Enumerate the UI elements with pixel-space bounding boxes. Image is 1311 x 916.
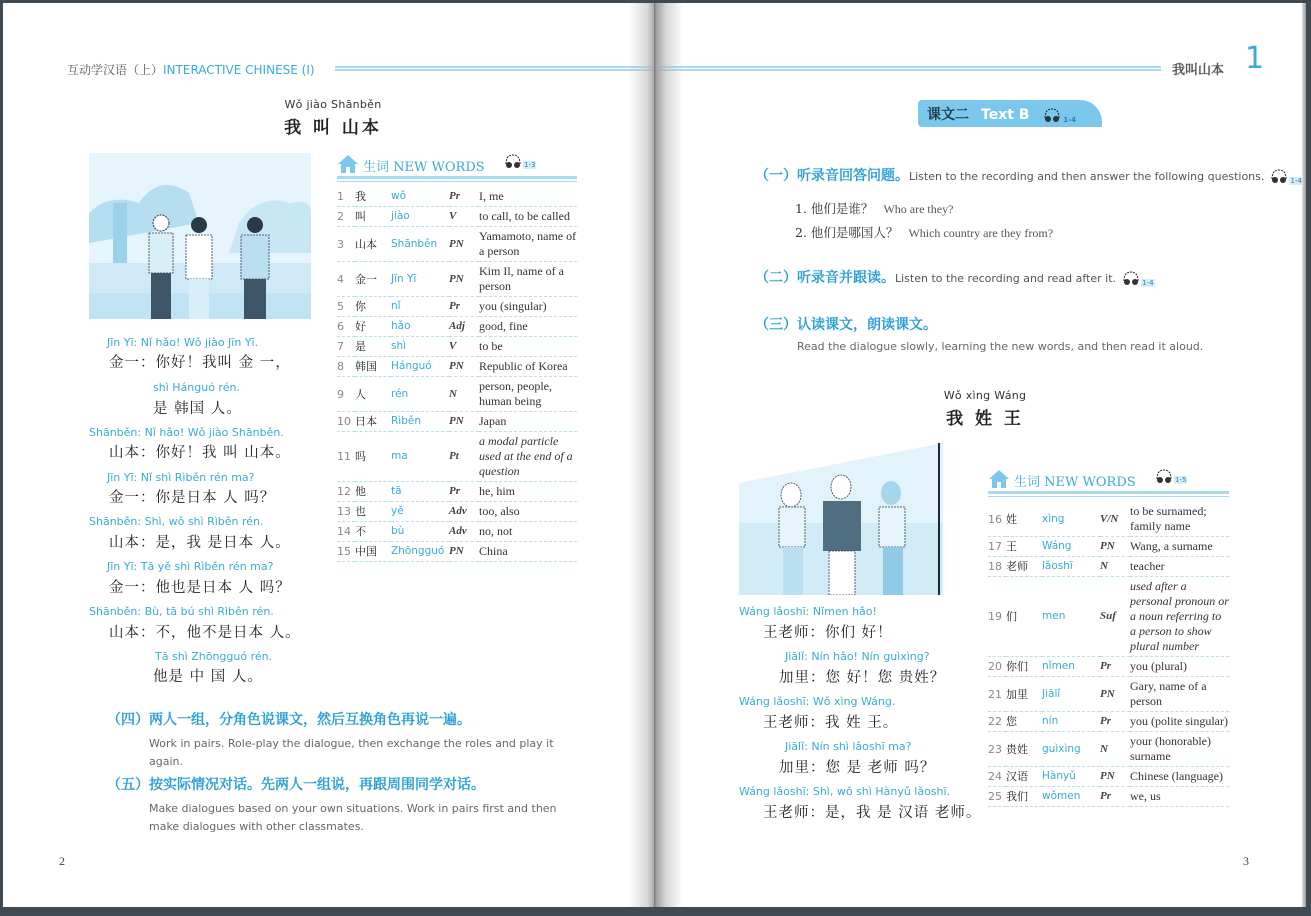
vocab-def: Gary, name of a person (1130, 677, 1229, 712)
vocab-num: 19 (988, 577, 1006, 657)
vocab-pos: N (1100, 732, 1130, 767)
vocab-row (988, 787, 1229, 807)
vocab-pos: PN (449, 262, 479, 297)
vocab-def: good, fine (479, 317, 577, 337)
vocab-def: I, me (479, 187, 577, 207)
illustration-hallway (739, 443, 943, 595)
exercise-instruction: Work in pairs. Role-play the dialogue, then exchange the roles and play it again. (149, 737, 554, 768)
dialogue-hanzi: 王老师：你们 好！ (763, 625, 893, 641)
vocab-num: 9 (337, 377, 355, 412)
vocab-num: 12 (337, 482, 355, 502)
vocab-row (988, 767, 1229, 787)
page-edge (1302, 3, 1306, 907)
vocab-num: 2 (337, 207, 355, 227)
track-number: 1-4 (1290, 177, 1302, 185)
vocab-pos: V/N (1100, 502, 1130, 537)
vocab-pos: PN (449, 542, 479, 562)
vocab-table-1 (337, 187, 577, 562)
vocab-row (337, 482, 577, 502)
exercise-4 (107, 709, 587, 771)
right-page (655, 3, 1306, 907)
vocab-num: 17 (988, 537, 1006, 557)
vocab-hz: 王 (1006, 537, 1042, 557)
text-b-banner (918, 100, 1102, 127)
vocab-row (337, 542, 577, 562)
vocab-row (337, 187, 577, 207)
vocab-py: hǎo (391, 317, 449, 337)
vocab-pos: Adv (449, 502, 479, 522)
headphones-icon (1121, 270, 1141, 286)
dialogue-pinyin: Jīn Yī: Tā yě shì Rìběn rén ma? (107, 560, 274, 573)
exercise-heading: （五）按实际情况对话。先两人一组说，再跟周围同学对话。 (107, 777, 485, 793)
vocab-num: 13 (337, 502, 355, 522)
vocab-def: China (479, 542, 577, 562)
vocab-py: wǒmen (1042, 787, 1100, 807)
vocab-row (988, 657, 1229, 677)
dialogue-pinyin: Jīn Yī: Nǐ hǎo! Wǒ jiào Jīn Yī. (107, 336, 259, 349)
vocab-hz: 老师 (1006, 557, 1042, 577)
audio-track-1-4[interactable] (1121, 267, 1154, 286)
vocab-row (988, 557, 1229, 577)
vocab-num: 22 (988, 712, 1006, 732)
vocab-py: Wáng (1042, 537, 1100, 557)
vocab-num: 4 (337, 262, 355, 297)
vocab-py: shì (391, 337, 449, 357)
vocab-py: yě (391, 502, 449, 522)
dialogue-hanzi: 他是 中 国 人。 (153, 669, 263, 685)
exercise-2 (755, 267, 1155, 287)
chapter-number: 1 (1245, 41, 1265, 76)
vocab-header (988, 468, 1229, 494)
vocab-py: nǐ (391, 297, 449, 317)
dialogue-hanzi: 是 韩国 人。 (153, 401, 242, 417)
vocab-row (988, 537, 1229, 557)
vocab-hz: 我们 (1006, 787, 1042, 807)
vocab-header (337, 153, 577, 179)
vocab-row (337, 412, 577, 432)
track-number: 1-4 (1063, 116, 1076, 124)
page-number-left: 2 (59, 854, 65, 868)
vocab-num: 24 (988, 767, 1006, 787)
vocab-py: guìxìng (1042, 732, 1100, 767)
vocab-pos: N (1100, 557, 1130, 577)
exercise-instruction: Make dialogues based on your own situations. Work in pairs first and then make dialogues with other classmates. (149, 802, 557, 833)
vocab-pos: Adv (449, 522, 479, 542)
exercise-heading: （二）听录音并跟读。 (755, 270, 895, 286)
vocab-py: Zhōngguó (391, 542, 449, 562)
vocab-hz: 汉语 (1006, 767, 1042, 787)
dialogue-pinyin: Jiālǐ: Nín shì lǎoshī ma? (785, 740, 912, 753)
track-number: 1-4 (1142, 279, 1154, 287)
dialogue-pinyin: Shānběn: Shì, wǒ shì Rìběn rén. (89, 515, 264, 528)
vocab-num: 5 (337, 297, 355, 317)
house-icon (988, 468, 1010, 490)
question-1: 1. 他们是谁？ Who are they? (795, 201, 954, 216)
vocab-hz: 人 (355, 377, 391, 412)
vocab-py: Jiālǐ (1042, 677, 1100, 712)
dialogue-pinyin: Shānběn: Bù, tā bú shì Rìběn rén. (89, 605, 274, 618)
vocab-py: Shānběn (391, 227, 449, 262)
vocab-num: 16 (988, 502, 1006, 537)
vocab-pos: PN (1100, 767, 1130, 787)
vocab-def: no, not (479, 522, 577, 542)
exercise-heading: （三）认读课文，朗读课文。 (755, 317, 937, 333)
vocab-num: 8 (337, 357, 355, 377)
vocab-pos: Pr (449, 297, 479, 317)
vocab-def: you (plural) (1130, 657, 1229, 677)
lesson-title (895, 389, 1075, 429)
vocab-def: too, also (479, 502, 577, 522)
book-spine (654, 3, 655, 907)
lesson-title-pinyin: Wǒ xìng Wáng (943, 389, 1027, 402)
exercise-instruction: Listen to the recording and read after it. (895, 272, 1117, 285)
vocab-pos: Suf (1100, 577, 1130, 657)
running-header-en: INTERACTIVE CHINESE (Ⅰ) (163, 63, 315, 77)
three-men-illustration (89, 153, 311, 319)
illustration-park (89, 153, 311, 319)
book-gutter-shadow (628, 3, 683, 907)
vocab-row (337, 317, 577, 337)
dialogue-pinyin: Tā shì Zhōngguó rén. (155, 650, 273, 663)
vocab-hz: 吗 (355, 432, 391, 482)
vocab-pos: Adj (449, 317, 479, 337)
vocab-hz: 好 (355, 317, 391, 337)
dialogue-pinyin: Shānběn: Nǐ hǎo! Wǒ jiào Shānběn. (89, 426, 284, 439)
dialogue-hanzi: 加里：您 好！您 贵姓？ (779, 670, 946, 686)
running-header (67, 61, 315, 78)
vocab-num: 11 (337, 432, 355, 482)
dialogue-hanzi: 山本：是，我 是日本 人。 (109, 535, 291, 551)
vocab-pos: N (449, 377, 479, 412)
vocab-py: Hánguó (391, 357, 449, 377)
header-rule (335, 66, 655, 71)
vocab-hz: 山本 (355, 227, 391, 262)
vocab-hz: 你们 (1006, 657, 1042, 677)
vocab-hz: 姓 (1006, 502, 1042, 537)
exercise-3 (755, 314, 1235, 356)
vocab-def: Wang, a surname (1130, 537, 1229, 557)
vocab-def: we, us (1130, 787, 1229, 807)
vocab-py: rén (391, 377, 449, 412)
vocab-row (337, 227, 577, 262)
book-spread (3, 3, 1306, 907)
vocab-def: Republic of Korea (479, 357, 577, 377)
vocab-pos: PN (1100, 537, 1130, 557)
headphones-icon (1042, 107, 1062, 123)
vocab-hz: 是 (355, 337, 391, 357)
vocab-row (337, 432, 577, 482)
vocab-pos: PN (449, 227, 479, 262)
vocab-pos: Pr (449, 482, 479, 502)
dialogue-pinyin: Wáng lǎoshī: Shì, wǒ shì Hànyǔ lǎoshī. (739, 785, 951, 798)
exercise-instruction: Listen to the recording and then answer the following questions. (909, 170, 1265, 183)
vocab-row (337, 522, 577, 542)
vocab-pos: Pr (1100, 712, 1130, 732)
vocab-def: you (polite singular) (1130, 712, 1229, 732)
vocab-num: 6 (337, 317, 355, 337)
exercise-instruction: Read the dialogue slowly, learning the new words, and then read it aloud. (797, 340, 1204, 353)
vocab-row (988, 677, 1229, 712)
vocab-pos: V (449, 207, 479, 227)
banner-en: Text B (981, 107, 1030, 123)
vocab-hz: 中国 (355, 542, 391, 562)
vocab-py: Jīn Yī (391, 262, 449, 297)
running-header-zh: 互动学汉语（上） (67, 63, 164, 77)
vocab-hz: 日本 (355, 412, 391, 432)
dialogue-pinyin: shì Hánguó rén. (153, 381, 240, 394)
vocab-pos: Pr (449, 187, 479, 207)
vocab-hz: 叫 (355, 207, 391, 227)
dialogue-pinyin: Wáng lǎoshī: Wǒ xìng Wáng. (739, 695, 896, 708)
vocab-pos: Pr (1100, 787, 1130, 807)
vocab-def: you (singular) (479, 297, 577, 317)
audio-track-1-4[interactable] (1042, 107, 1077, 123)
vocab-hz: 也 (355, 502, 391, 522)
vocab-row (988, 732, 1229, 767)
dialogue-pinyin: Wáng lǎoshī: Nǐmen hǎo! (739, 605, 877, 618)
exercise-1 (755, 165, 1303, 185)
vocab-def: Yamamoto, name of a person (479, 227, 577, 262)
headphones-icon (1154, 468, 1174, 484)
vocab-def: to call, to be called (479, 207, 577, 227)
vocab-pos: PN (449, 412, 479, 432)
vocab-def: a modal particle used at the end of a question (479, 432, 577, 482)
vocab-pos: Pr (1100, 657, 1130, 677)
vocab-py: Hànyǔ (1042, 767, 1100, 787)
vocab-py: lǎoshī (1042, 557, 1100, 577)
vocab-num: 1 (337, 187, 355, 207)
vocab-py: ma (391, 432, 449, 482)
dialogue-pinyin: Jiālǐ: Nín hǎo! Nín guìxìng? (785, 650, 930, 663)
vocab-hz: 他 (355, 482, 391, 502)
question-2: 2. 他们是哪国人？ Which country are they from? (795, 225, 1054, 240)
vocab-num: 25 (988, 787, 1006, 807)
left-page (3, 3, 653, 907)
vocab-num: 14 (337, 522, 355, 542)
audio-track-1-4[interactable] (1269, 165, 1302, 184)
lesson-title-hanzi: 我 叫 山本 (284, 118, 382, 138)
vocab-def: to be (479, 337, 577, 357)
vocab-num: 10 (337, 412, 355, 432)
vocab-header-label: 生词 NEW WORDS (1014, 475, 1136, 490)
vocab-num: 15 (337, 542, 355, 562)
vocab-def: Kim Il, name of a person (479, 262, 577, 297)
house-icon (337, 153, 359, 175)
vocab-hz: 你 (355, 297, 391, 317)
dialogue-pinyin: Jīn Yī: Nǐ shì Rìběn rén ma? (107, 471, 255, 484)
vocab-row (337, 207, 577, 227)
dialogue-hanzi: 山本：你好！我 叫 山本。 (109, 445, 291, 461)
lesson-title-pinyin: Wǒ jiào Shānběn (284, 98, 382, 111)
vocab-def: teacher (1130, 557, 1229, 577)
vocab-table-2 (988, 502, 1229, 807)
vocab-row (988, 577, 1229, 657)
vocab-pos: V (449, 337, 479, 357)
track-number: 1-3 (524, 161, 536, 169)
vocab-def: person, people, human being (479, 377, 577, 412)
vocab-row (337, 357, 577, 377)
exercise-heading: （一）听录音回答问题。 (755, 168, 909, 184)
banner-zh: 课文二 (927, 107, 969, 123)
dialogue-hanzi: 金一：你是日本 人 吗？ (109, 490, 276, 506)
audio-track-1-3[interactable] (503, 150, 536, 169)
vocab-hz: 我 (355, 187, 391, 207)
vocab-num: 3 (337, 227, 355, 262)
vocab-def: Chinese (language) (1130, 767, 1229, 787)
vocab-def: your (honorable) surname (1130, 732, 1229, 767)
dialogue-hanzi: 王老师：我 姓 王。 (763, 715, 899, 731)
vocab-py: men (1042, 577, 1100, 657)
vocab-row (337, 337, 577, 357)
vocab-num: 21 (988, 677, 1006, 712)
dialogue-hanzi: 王老师：是，我 是 汉语 老师。 (763, 805, 982, 821)
page-number-right: 3 (1243, 854, 1249, 868)
vocab-py: wǒ (391, 187, 449, 207)
exercise-5 (107, 774, 587, 836)
vocab-hz: 不 (355, 522, 391, 542)
lesson-title (243, 98, 423, 138)
vocab-def: used after a personal pronoun or a noun referring to a person to show plural number (1130, 577, 1229, 657)
vocab-row (337, 297, 577, 317)
vocab-row (337, 377, 577, 412)
dialogue-hanzi: 金一：你好！我叫 金 一， (109, 355, 291, 371)
chapter-title: 我叫山本 (1172, 63, 1225, 78)
vocab-py: nǐmen (1042, 657, 1100, 677)
vocab-py: jiào (391, 207, 449, 227)
vocab-header-label: 生词 NEW WORDS (363, 160, 485, 175)
track-number: 1-5 (1175, 476, 1187, 484)
vocab-num: 7 (337, 337, 355, 357)
vocab-hz: 金一 (355, 262, 391, 297)
teacher-students-illustration (739, 443, 943, 595)
vocab-py: nín (1042, 712, 1100, 732)
audio-track-1-5[interactable] (1154, 465, 1187, 484)
vocab-def: to be surnamed; family name (1130, 502, 1229, 537)
vocab-row (988, 712, 1229, 732)
lesson-title-hanzi: 我 姓 王 (946, 409, 1024, 429)
vocab-row (988, 502, 1229, 537)
vocab-py: Rìběn (391, 412, 449, 432)
vocab-py: xìng (1042, 502, 1100, 537)
vocab-pos: PN (449, 357, 479, 377)
vocab-def: Japan (479, 412, 577, 432)
vocab-pos: PN (1100, 677, 1130, 712)
vocab-list-2 (988, 468, 1229, 807)
vocab-py: tā (391, 482, 449, 502)
vocab-hz: 韩国 (355, 357, 391, 377)
vocab-py: bù (391, 522, 449, 542)
vocab-hz: 您 (1006, 712, 1042, 732)
vocab-row (337, 262, 577, 297)
vocab-def: he, him (479, 482, 577, 502)
headphones-icon (1269, 168, 1289, 184)
vocab-hz: 贵姓 (1006, 732, 1042, 767)
vocab-num: 23 (988, 732, 1006, 767)
vocab-hz: 加里 (1006, 677, 1042, 712)
exercise-heading: （四）两人一组，分角色说课文，然后互换角色再说一遍。 (107, 712, 471, 728)
dialogue-hanzi: 加里：您 是 老师 吗？ (779, 760, 936, 776)
header-rule (655, 66, 1161, 71)
dialogue-hanzi: 金一：他也是日本 人 吗？ (109, 580, 291, 596)
dialogue-hanzi: 山本：不，他不是日本 人。 (109, 625, 301, 641)
vocab-pos: Pt (449, 432, 479, 482)
vocab-hz: 们 (1006, 577, 1042, 657)
vocab-num: 18 (988, 557, 1006, 577)
vocab-num: 20 (988, 657, 1006, 677)
headphones-icon (503, 153, 523, 169)
vocab-list-1 (337, 153, 577, 562)
vocab-row (337, 502, 577, 522)
